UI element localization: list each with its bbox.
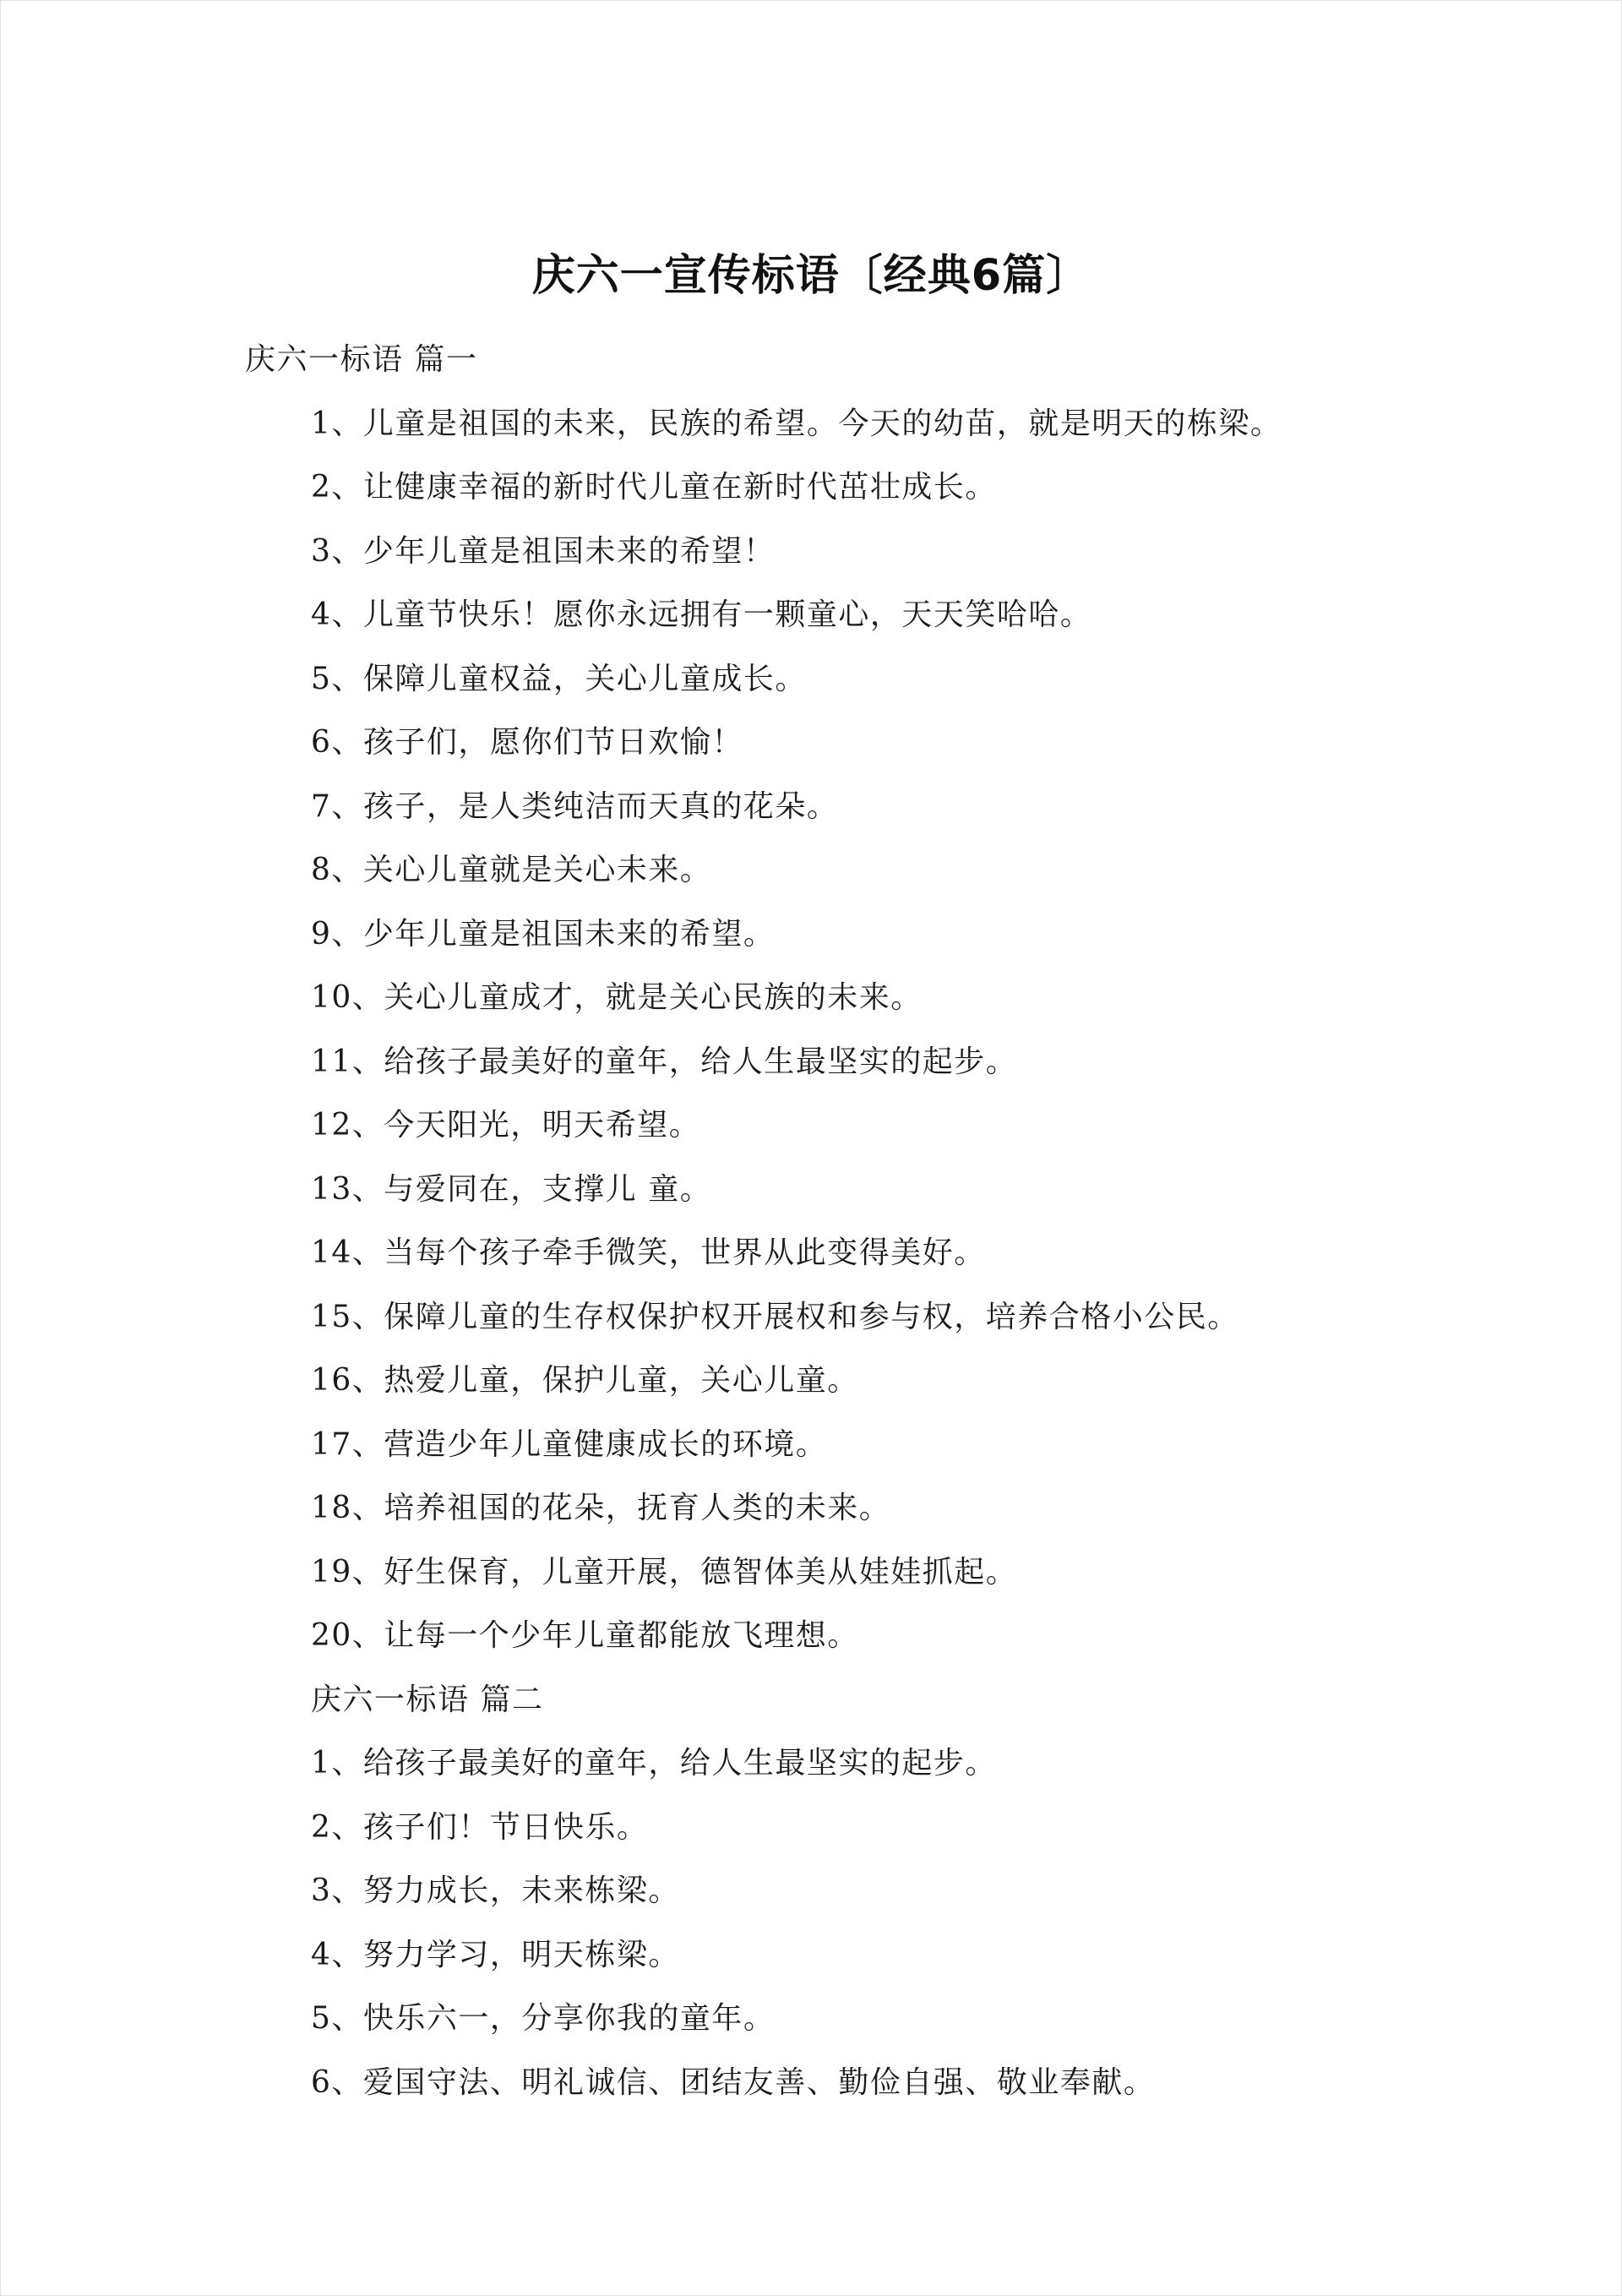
- slogan-item: 3、努力成长，未来栋梁。: [311, 1873, 680, 1908]
- slogan-item: 6、爱国守法、明礼诚信、团结友善、勤俭自强、敬业奉献。: [311, 2064, 1156, 2100]
- slogan-item: 2、让健康幸福的新时代儿童在新时代茁壮成长。: [311, 470, 997, 504]
- slogan-item: 9、少年儿童是祖国未来的希望。: [311, 916, 776, 952]
- document-body: [0, 328, 1622, 2114]
- slogan-item: 8、关心儿童就是关心未来。: [311, 853, 712, 887]
- slogan-item: 15、保障儿童的生存权保护权开展权和参与权，培养合格小公民。: [311, 1299, 1239, 1334]
- slogan-item: 6、孩子们，愿你们节日欢愉！: [311, 725, 743, 760]
- slogan-item: 4、努力学习，明天栋梁。: [311, 1937, 680, 1972]
- slogan-item: 12、今天阳光，明天希望。: [311, 1108, 701, 1143]
- slogan-item: 13、与爱同在，支撑儿 童。: [311, 1171, 712, 1207]
- slogan-item: 19、好生保育，儿童开展，德智体美从娃娃抓起。: [311, 1554, 1018, 1590]
- slogan-item: 5、保障儿童权益，关心儿童成长。: [311, 661, 807, 696]
- section-heading: 庆六一标语 篇二: [311, 1682, 544, 1717]
- slogan-item: 7、孩子，是人类纯洁而天真的花朵。: [311, 788, 839, 824]
- slogan-item: 18、培养祖国的花朵，抚育人类的未来。: [311, 1491, 891, 1525]
- slogan-item: 5、快乐六一，分享你我的童年。: [311, 2001, 776, 2036]
- slogan-item: 16、热爱儿童，保护儿童，关心儿童。: [311, 1363, 859, 1398]
- document-title: 庆六一宣传标语〔经典6篇〕: [531, 251, 1091, 301]
- slogan-item: 1、儿童是祖国的未来，民族的希望。今天的幼苗，就是明天的栋梁。: [311, 406, 1282, 441]
- slogan-item: 4、儿童节快乐！愿你永远拥有一颗童心，天天笑哈哈。: [311, 597, 1092, 632]
- slogan-item: 3、少年儿童是祖国未来的希望！: [311, 533, 776, 569]
- slogan-item: 17、营造少年儿童健康成长的环境。: [311, 1426, 828, 1462]
- slogan-item: 14、当每个孩子牵手微笑，世界从此变得美好。: [311, 1235, 986, 1270]
- slogan-item: 20、让每一个少年儿童都能放飞理想。: [311, 1618, 859, 1653]
- slogan-item: 11、给孩子最美好的童年，给人生最坚实的起步。: [311, 1044, 1018, 1079]
- slogan-item: 2、孩子们！节日快乐。: [311, 1809, 649, 1845]
- slogan-item: 10、关心儿童成才，就是关心民族的未来。: [311, 980, 923, 1015]
- slogan-item: 1、给孩子最美好的童年，给人生最坚实的起步。: [311, 1746, 997, 1781]
- section-heading: 庆六一标语 篇一: [245, 342, 478, 377]
